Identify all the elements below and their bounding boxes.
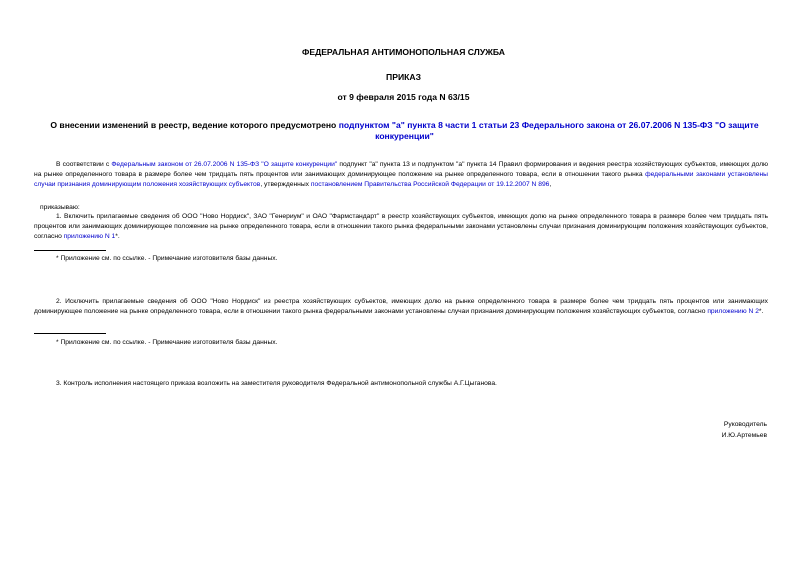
footnote-2: * Приложение см. по ссылке. - Примечание изготовителя базы данных. — [56, 339, 278, 346]
doc-date: от 9 февраля 2015 года N 63/15 — [337, 92, 470, 102]
order-item-3: 3. Контроль исполнения настоящего приказа возложить на заместителя руководителя Федеральной антимонопольной службы А.Г.Цыганова. — [56, 380, 497, 387]
preamble-text-2: подпункт "а" пункта 13 и подпунктом "а" пункта 14 Правил формирования и ведения реестра хозяйствующих субъектов, имеющих долю на рынке определенного товара в размере более чем тридцать пять процентов или занимающих доминирующее положение на рынке определенного товара, если в отношении такого рынка — [34, 161, 768, 179]
order-item-2-tail: *. — [758, 308, 764, 316]
order-item-1-tail: *. — [115, 233, 120, 241]
agency-name: ФЕДЕРАЛЬНАЯ АНТИМОНОПОЛЬНАЯ СЛУЖБА — [302, 47, 505, 57]
doc-title — [34, 120, 775, 142]
doc-title-link[interactable]: подпунктом "а" пункта 8 части 1 статьи 23 Федерального закона от 26.07.2006 N 135-ФЗ "О защите конкуренции" — [338, 120, 759, 141]
order-item-1-text: 1. Включить прилагаемые сведения об ООО "Ново Нордиск", ЗАО "Генериум" и ОАО "Фармстандарт" в реестр хозяйствующих субъектов, имеющих долю на рынке определенного товара в размере более чем тридцать пять процентов или занимающих доминирующее положение на рынке определенного товара, если в отношении такого рынка федеральными законами установлены случаи признания доминирующим положения хозяйствующих субъектов, согласно — [34, 213, 768, 241]
footnote-divider-1 — [34, 250, 106, 251]
preamble-link-government-resolution[interactable]: постановлением Правительства Российской Федерации от 19.12.2007 N 896 — [310, 181, 550, 189]
footnote-divider-2 — [34, 333, 106, 334]
preamble-text-1: В соответствии с — [56, 161, 112, 168]
order-item-2 — [34, 297, 768, 317]
preamble-link-dominance-cases[interactable]: федеральными законами установлены случаи признания доминирующим положения хозяйствующих субъектов — [34, 171, 768, 189]
order-item-2-text: 2. Исключить прилагаемые сведения об ООО "Ново Нордиск" из реестра хозяйствующих субъектов, имеющих долю на рынке определенного товара в размере более чем тридцать пять процентов или занимающих доминирующее положение на рынке определенного товара, если в отношении такого рынка федеральными законами установлены случаи признания доминирующим положения хозяйствующих субъектов, согласно — [34, 298, 768, 316]
preamble-text-3: , утвержденных — [260, 181, 311, 189]
signature-block — [722, 420, 767, 441]
signature-name: И.Ю.Артемьев — [721, 431, 767, 439]
order-item-1 — [34, 212, 768, 243]
appendix-1-link[interactable]: приложению N 1 — [63, 233, 116, 241]
footnote-1: * Приложение см. по ссылке. - Примечание изготовителя базы данных. — [56, 255, 278, 262]
signature-position: Руководитель — [723, 421, 767, 428]
order-word: приказываю: — [40, 204, 80, 211]
preamble-link-federal-law[interactable]: Федеральным законом от 26.07.2006 N 135-ФЗ "О защите конкуренции" — [111, 161, 338, 168]
appendix-2-link[interactable]: приложению N 2 — [707, 308, 759, 316]
preamble-text-4: , — [549, 181, 552, 189]
preamble — [34, 160, 768, 191]
doc-title-lead: О внесении изменений в реестр, ведение которого предусмотрено — [50, 120, 339, 130]
doc-type: ПРИКАЗ — [386, 72, 421, 82]
